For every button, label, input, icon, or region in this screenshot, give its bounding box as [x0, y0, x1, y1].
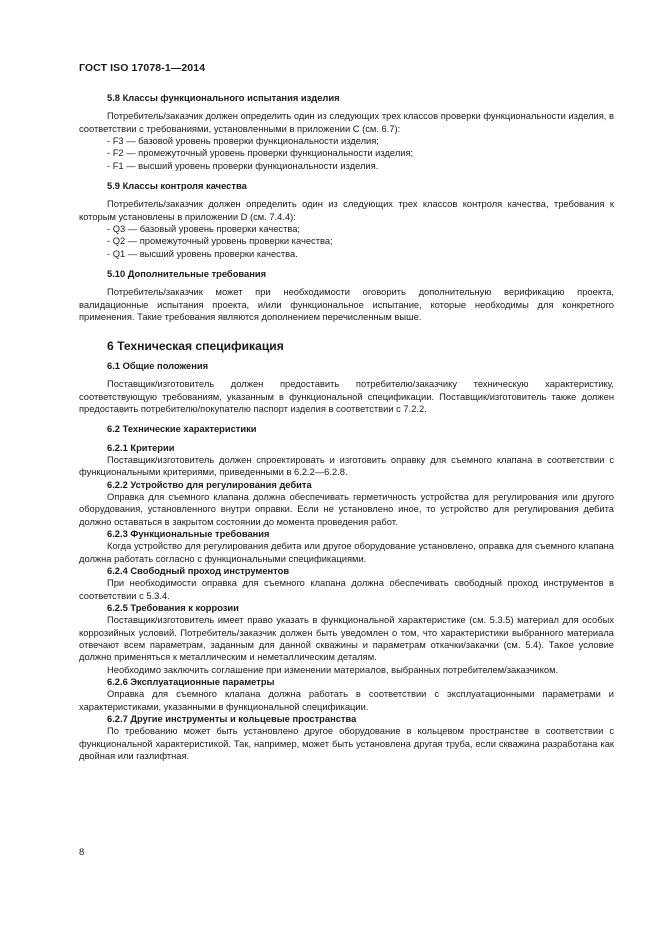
page-body [79, 92, 614, 763]
section-6-2-title: 6.2 Технические характеристики [107, 424, 257, 435]
chapter-6-title: 6 Техническая спецификация [107, 338, 284, 353]
section-5-10-title: 5.10 Дополнительные требования [107, 269, 267, 280]
section-6-2-1-text: Поставщик/изготовитель должен спроектировать и изготовить оправку для съемного клапана в соответствии с функциональными критериями, приведенными в 6.2.2—6.2.8. [79, 454, 614, 478]
section-5-9-title: 5.9 Классы контроля качества [107, 181, 247, 192]
list-item: - Q2 — промежуточный уровень проверки качества; [107, 236, 333, 247]
section-6-2-3-title: 6.2.3 Функциональные требования [107, 528, 270, 539]
section-5-8-intro: Потребитель/заказчик должен определить один из следующих трех классов проверки функциональности изделия, в соответствии с требованиями, установленными в приложении C (см. 6.7): [79, 111, 614, 134]
section-6-1-text: Поставщик/изготовитель должен предоставить потребителю/заказчику техническую характеристику, соответствующую требованиям, указанным в функциональной спецификации. Поставщик/изготовитель также должен предоставить потребителю/покупателю паспорт изделия в соответствии с 7.2.2. [79, 379, 614, 414]
section-6-2-4-text: При необходимости оправка для съемного клапана должна обеспечивать свободный проход инструментов в соответствии с 5.3.4. [79, 578, 614, 601]
section-5-9-intro: Потребитель/заказчик должен определить один из следующих трех классов контроля качества, требования к которым установлены в приложении D (см. 7.4.4): [79, 199, 614, 222]
list-item: - F1 — высший уровень проверки функциональности изделия. [107, 160, 379, 171]
list-item: - F2 — промежуточный уровень проверки функциональности изделия; [107, 148, 414, 159]
section-5-8-title: 5.8 Классы функционального испытания изделия [107, 93, 340, 103]
section-6-2-1-title: 6.2.1 Критерии [107, 442, 175, 453]
section-5-10-text: Потребитель/заказчик может при необходимости оговорить дополнительную верификацию проекта, валидационные испытания проекта, и/или функциональное испытание, которые необходимы для конкретного применения. Такие требования являются дополнением перечисленным выше. [79, 287, 614, 323]
list-item: - Q3 — базовый уровень проверки качества; [107, 224, 301, 235]
document-code: ГОСТ ISO 17078-1—2014 [79, 62, 206, 74]
list-item: - F3 — базовой уровень проверки функциональности изделия; [107, 136, 379, 147]
section-6-2-7-text: По требованию может быть установлено другое оборудование в кольцевом пространстве в соответствии с функциональной характеристикой. Так, например, может быть установлена другая труба, если скважина разработана как двойная или газлифтная. [79, 726, 614, 762]
list-item: - Q1 — высший уровень проверки качества. [107, 248, 298, 259]
section-6-2-5-text: Поставщик/изготовитель имеет право указать в функциональной характеристике (см. 5.3.5) материал для особых коррозийных условий. Потребитель/заказчик должен быть уведомлен о том, что характеристики выбранного материала отвечают всем параметрам, заданным для данной скважины и параметрам откачки/закачки (см. 5.4). Такое условие должно применяться к металлическим и неметаллическим деталям. [79, 615, 614, 663]
section-6-2-2-title: 6.2.2 Устройство для регулирования дебита [107, 479, 312, 490]
section-6-2-7-title: 6.2.7 Другие инструменты и кольцевые пространства [107, 714, 357, 725]
section-6-2-2-text: Оправка для съемного клапана должна обеспечивать герметичность устройства для регулирования или другого оборудования, установленного внутри оправки. Если не установлено иное, то устройство для регулирования дебита должно оставаться в закрытом состоянии до момента проведения работ. [79, 491, 614, 527]
page-number: 8 [79, 847, 85, 858]
section-6-2-5-title: 6.2.5 Требования к коррозии [107, 603, 239, 614]
section-6-2-6-text: Оправка для съемного клапана должна работать в соответствии с эксплуатационными параметрами и характеристиками, указанными в функциональной спецификации. [79, 689, 614, 712]
section-6-2-6-title: 6.2.6 Эксплуатационные параметры [107, 677, 275, 688]
section-6-2-3-text: Когда устройство для регулирования дебита или другое оборудование установлено, оправка для съемного клапана должна работать согласно с функциональными спецификациями. [79, 541, 614, 564]
section-6-1-title: 6.1 Общие положения [107, 360, 209, 371]
section-6-2-4-title: 6.2.4 Свободный проход инструментов [107, 566, 290, 576]
section-6-2-5-text-2: Необходимо заключить соглашение при изменении материалов, выбранных потребителем/заказчиком. [107, 664, 559, 675]
